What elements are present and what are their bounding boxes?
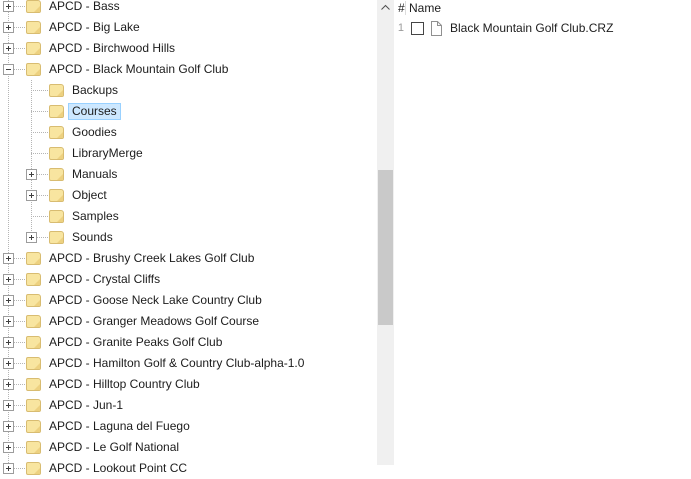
expand-toggle-icon[interactable] bbox=[31, 132, 37, 133]
tree-item[interactable] bbox=[0, 38, 377, 59]
tree-connector bbox=[37, 195, 49, 196]
expand-toggle-icon[interactable] bbox=[3, 253, 14, 264]
folder-icon bbox=[26, 42, 41, 55]
tree-item-label: APCD - Hilltop Country Club bbox=[49, 377, 200, 391]
chevron-up-icon bbox=[381, 5, 390, 10]
file-list-row[interactable] bbox=[395, 20, 691, 36]
expand-toggle-icon[interactable] bbox=[31, 153, 37, 154]
tree-item-label: Object bbox=[72, 188, 107, 202]
folder-icon bbox=[49, 210, 64, 223]
expand-toggle-icon[interactable] bbox=[3, 22, 14, 33]
tree-item[interactable] bbox=[0, 0, 377, 17]
expand-toggle-icon[interactable] bbox=[31, 111, 37, 112]
tree-item-label: APCD - Crystal Cliffs bbox=[49, 272, 161, 286]
tree-connector bbox=[14, 426, 26, 427]
row-checkbox[interactable] bbox=[411, 22, 424, 35]
folder-icon bbox=[26, 294, 41, 307]
expand-toggle-icon[interactable] bbox=[3, 274, 14, 285]
tree-item-label: APCD - Granite Peaks Golf Club bbox=[49, 335, 223, 349]
tree-item[interactable] bbox=[0, 185, 377, 206]
tree-item-label: APCD - Goose Neck Lake Country Club bbox=[49, 293, 262, 307]
tree-connector bbox=[14, 300, 26, 301]
folder-icon bbox=[26, 273, 41, 286]
tree-item[interactable] bbox=[0, 458, 377, 479]
tree-item-label: Courses bbox=[68, 103, 121, 120]
document-icon bbox=[430, 21, 442, 36]
tree-item[interactable] bbox=[0, 164, 377, 185]
tree-item[interactable] bbox=[0, 227, 377, 248]
tree-connector bbox=[14, 342, 26, 343]
tree-connector bbox=[14, 258, 26, 259]
tree-item-label: Goodies bbox=[72, 125, 117, 139]
list-header bbox=[395, 0, 691, 17]
tree-connector bbox=[37, 111, 49, 112]
expand-toggle-icon[interactable] bbox=[31, 216, 37, 217]
tree-item[interactable] bbox=[0, 353, 377, 374]
expand-toggle-icon[interactable] bbox=[26, 232, 37, 243]
folder-icon bbox=[26, 0, 41, 13]
folder-icon bbox=[49, 105, 64, 118]
tree-connector bbox=[37, 174, 49, 175]
tree-connector bbox=[14, 384, 26, 385]
tree-item-label: Sounds bbox=[72, 230, 113, 244]
tree-connector bbox=[37, 132, 49, 133]
expand-toggle-icon[interactable] bbox=[31, 90, 37, 91]
folder-icon bbox=[26, 378, 41, 391]
folder-icon bbox=[26, 21, 41, 34]
tree-item[interactable] bbox=[0, 59, 377, 80]
tree-item-label: APCD - Le Golf National bbox=[49, 440, 180, 454]
tree-item[interactable] bbox=[0, 101, 377, 122]
tree-item-label: APCD - Big Lake bbox=[49, 20, 140, 34]
file-name: Black Mountain Golf Club.CRZ bbox=[450, 21, 614, 35]
folder-icon bbox=[49, 189, 64, 202]
column-header-name[interactable]: Name bbox=[409, 1, 442, 15]
expand-toggle-icon[interactable] bbox=[26, 190, 37, 201]
folder-icon bbox=[49, 147, 64, 160]
tree-connector bbox=[14, 69, 26, 70]
tree-item-label: APCD - Black Mountain Golf Club bbox=[49, 62, 229, 76]
folder-icon bbox=[26, 63, 41, 76]
tree-connector bbox=[37, 237, 49, 238]
tree-item[interactable] bbox=[0, 374, 377, 395]
tree-connector bbox=[14, 405, 26, 406]
tree-item[interactable] bbox=[0, 311, 377, 332]
tree-item[interactable] bbox=[0, 395, 377, 416]
file-list-pane bbox=[395, 0, 691, 465]
tree-item[interactable] bbox=[0, 143, 377, 164]
scrollbar-thumb[interactable] bbox=[378, 170, 393, 325]
folder-icon bbox=[26, 315, 41, 328]
folder-icon bbox=[49, 126, 64, 139]
folder-icon bbox=[26, 336, 41, 349]
column-divider[interactable] bbox=[405, 1, 406, 15]
expand-toggle-icon[interactable] bbox=[3, 316, 14, 327]
folder-icon bbox=[49, 168, 64, 181]
expand-toggle-icon[interactable] bbox=[3, 337, 14, 348]
tree-item-label: APCD - Birchwood Hills bbox=[49, 41, 176, 55]
tree-item[interactable] bbox=[0, 269, 377, 290]
tree-connector bbox=[37, 216, 49, 217]
tree-connector bbox=[37, 90, 49, 91]
column-header-number[interactable]: # bbox=[398, 1, 405, 15]
folder-icon bbox=[49, 84, 64, 97]
tree-item[interactable] bbox=[0, 437, 377, 458]
expand-toggle-icon[interactable] bbox=[3, 43, 14, 54]
tree-connector bbox=[14, 321, 26, 322]
expand-toggle-icon[interactable] bbox=[3, 358, 14, 369]
scroll-up-button[interactable] bbox=[377, 0, 394, 15]
tree-item[interactable] bbox=[0, 80, 377, 101]
folder-icon bbox=[26, 357, 41, 370]
expand-toggle-icon[interactable] bbox=[3, 295, 14, 306]
tree-connector bbox=[14, 363, 26, 364]
folder-icon bbox=[26, 420, 41, 433]
row-number: 1 bbox=[397, 22, 404, 34]
tree-item-label: Samples bbox=[72, 209, 119, 223]
expand-toggle-icon[interactable] bbox=[3, 1, 14, 12]
tree-item-label: APCD - Brushy Creek Lakes Golf Club bbox=[49, 251, 255, 265]
tree-connector bbox=[14, 48, 26, 49]
tree-item-label: Manuals bbox=[72, 167, 118, 181]
expand-toggle-icon[interactable] bbox=[3, 64, 14, 75]
tree-item-label: Backups bbox=[72, 83, 119, 97]
tree-connector bbox=[14, 468, 26, 469]
tree-item[interactable] bbox=[0, 17, 377, 38]
folder-icon bbox=[26, 441, 41, 454]
expand-toggle-icon[interactable] bbox=[26, 169, 37, 180]
tree-item-label: APCD - Granger Meadows Golf Course bbox=[49, 314, 260, 328]
tree-item-label: APCD - Jun-1 bbox=[49, 398, 124, 412]
tree-connector bbox=[14, 279, 26, 280]
folder-icon bbox=[26, 252, 41, 265]
tree-connector bbox=[14, 27, 26, 28]
tree-item[interactable] bbox=[0, 416, 377, 437]
vertical-scrollbar[interactable] bbox=[377, 0, 394, 465]
expand-toggle-icon[interactable] bbox=[3, 400, 14, 411]
tree-item-label: APCD - Lookout Point CC bbox=[49, 461, 188, 475]
tree-item[interactable] bbox=[0, 248, 377, 269]
tree-item[interactable] bbox=[0, 206, 377, 227]
tree-connector bbox=[14, 447, 26, 448]
expand-toggle-icon[interactable] bbox=[3, 463, 14, 474]
tree-item-label: APCD - Bass bbox=[49, 0, 120, 13]
expand-toggle-icon[interactable] bbox=[3, 442, 14, 453]
tree-item-label: APCD - Hamilton Golf & Country Club-alpha-1.0 bbox=[49, 356, 305, 370]
tree-item-label: APCD - Laguna del Fuego bbox=[49, 419, 190, 433]
tree-connector bbox=[37, 153, 49, 154]
tree-item-label: LibraryMerge bbox=[72, 146, 143, 160]
folder-icon bbox=[49, 231, 64, 244]
tree-item[interactable] bbox=[0, 332, 377, 353]
folder-icon bbox=[26, 462, 41, 475]
tree-connector bbox=[14, 6, 26, 7]
folder-icon bbox=[26, 399, 41, 412]
expand-toggle-icon[interactable] bbox=[3, 379, 14, 390]
tree-item[interactable] bbox=[0, 290, 377, 311]
tree-item[interactable] bbox=[0, 122, 377, 143]
expand-toggle-icon[interactable] bbox=[3, 421, 14, 432]
